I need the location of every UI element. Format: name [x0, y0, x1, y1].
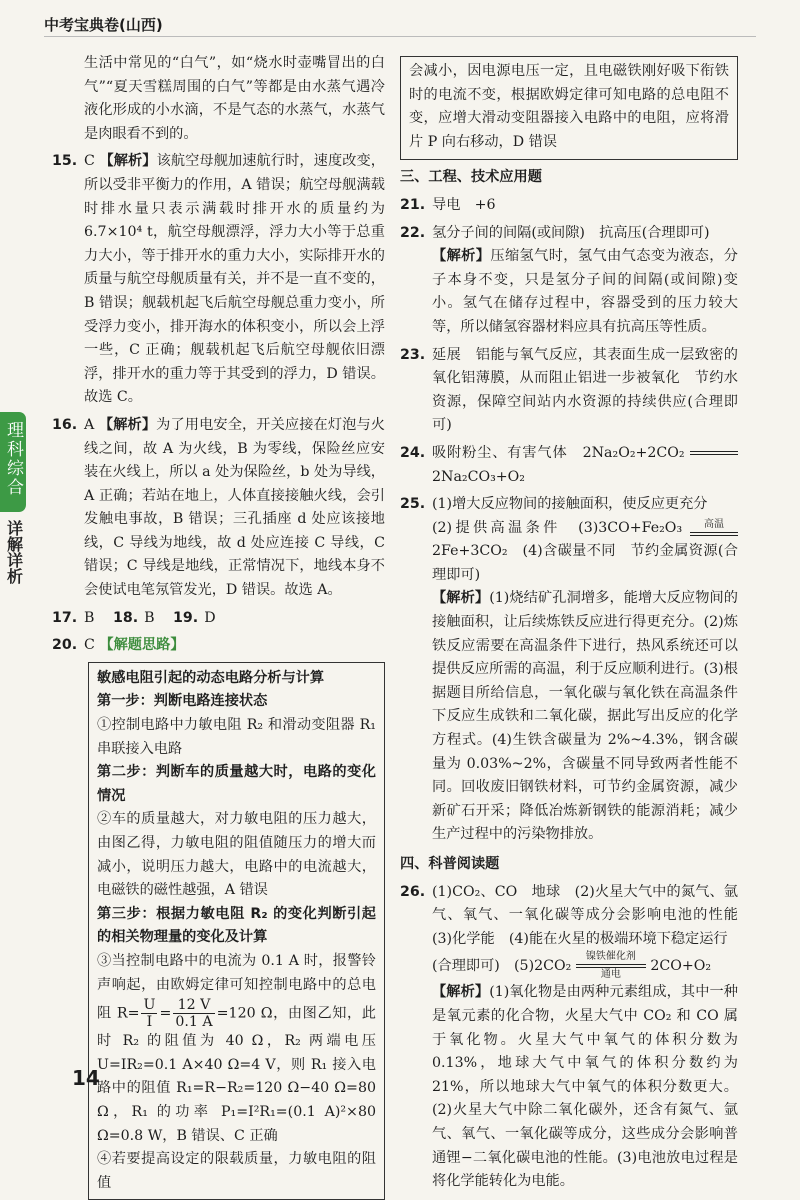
page-header-title: 中考宝典卷(山西): [44, 16, 163, 34]
q22-number: 22.: [400, 224, 426, 241]
question-20: [52, 634, 385, 658]
fraction-12v-over-01a: [173, 997, 214, 1030]
right-column: [400, 52, 753, 1194]
frac1-denominator: I: [146, 1014, 153, 1031]
q16-analysis: 为了用电安全，开关应接在灯泡与火线之间，故 A 为火线，B 为零线，保险丝应安装在火线上，所以 a 处为保险丝，b 处为导线，A 正确；若站在地上，人体直接接触火线，会引发触电事故，B 错误；三孔插座 d 处应该接地线，C 导线为地线，故 d 处应连接 C 导线，C 错误；C 导线是地线，正常情况下，地线本身不会使试电笔氖管发光，D 错误。故选 A。: [84, 416, 385, 599]
q15-number: 15.: [52, 153, 78, 170]
q18-answer: B: [144, 609, 155, 626]
frac2-numerator: 12 V: [173, 997, 214, 1014]
condition-top: 镍铁催化剂: [585, 951, 636, 963]
q25-number: 25.: [400, 496, 426, 513]
q16-analysis-tag: 【解析】: [98, 416, 157, 433]
q20-answer: C: [84, 637, 95, 654]
q20-solution-box: [88, 662, 385, 1200]
question-16: [52, 414, 385, 603]
mode-label: [2, 520, 26, 589]
equals-sign: =: [159, 1005, 172, 1022]
q25-part2-b: 2Fe+3CO₂ (4)含碳量不同 节约金属资源(合理即可): [432, 543, 738, 583]
q20-step3-text: [97, 950, 376, 1148]
subject-tab: [0, 412, 26, 512]
q26-part2-b: 2CO+O₂: [650, 958, 712, 975]
q20-step2-title: 第二步：判断车的质量越大时，电路的变化情况: [97, 764, 376, 804]
q15-answer: C: [84, 153, 95, 170]
question-25: [400, 493, 738, 847]
q20-step3-title: 第三步：根据力敏电阻 R₂ 的变化判断引起的相关物理量的变化及计算: [97, 905, 376, 946]
q15-analysis: 该航空母舰加速航行时，速度改变，所以受非平衡力的作用，A 错误；航空母舰满载时排水量只表示满载时排开水的质量约为 6.7×10⁴ t，航空母舰漂浮，浮力大小等于总重力大小，等于排开水的重力大小，实际排开水的质量与航空母舰质量有关，并不是一直不变的，B 错误；舰载机起飞后航空母舰总重力变小，所受浮力变小，排开海水的体积变小，所以会上浮一些，C 正确；舰载机起飞后航空母舰依旧漂浮，排开水的重力等于其受到的浮力，D 错误。故选 C。: [84, 153, 385, 406]
question-24: [400, 442, 738, 489]
page-number: 14: [72, 1066, 100, 1090]
question-23: [400, 344, 738, 438]
q26-analysis-tag: 【解析】: [432, 984, 490, 1001]
frac1-numerator: U: [143, 997, 156, 1014]
q19-number: 19.: [173, 609, 199, 626]
q23-answer: 延展 铝能与氧气反应，其表面生成一层致密的氧化铝薄膜，从而阻止铝进一步被氧化 节约水资源，保障空间站内水资源的持续供应(合理即可): [432, 346, 738, 434]
q20-step1-title: 第一步：判断电路连接状态: [97, 693, 268, 710]
q26-analysis: (1)氧化物是由两种元素组成，其中一种是氧元素的化合物，火星大气中 CO₂ 和 CO 属于氧化物。火星大气中氧气的体积分数为 0.13%，地球大气中氧气的体积分数约为 21%，所以地球大气中氧气的体积分数更大。(2)火星大气中除二氧化碳外，还含有氮气、氩气、氧气、一氧化碳等成分，这些成分会影响普通锂−二氧化碳电池的性能。(3)电池放电过程是将化学能转化为电能。: [432, 984, 738, 1190]
q20-step3-part-a: ③当控制电路中的电流为 0.1 A 时，报警铃声响起，由欧姆定律可知控制电路中的总电阻 R=: [97, 952, 376, 1022]
q22-answer: 氢分子间的间隔(或间隙) 抗高压(合理即可): [432, 224, 710, 241]
q20-box-continuation: 会减小，因电源电压一定，且电磁铁刚好吸下衔铁时的电流不变，根据欧姆定律可知电路的总电阻不变，应增大滑动变阻器接入电路中的电阻，应将滑片 P 向右移动，D 错误: [400, 56, 738, 160]
q25-part2-a: (2)提供高温条件 (3)3CO+Fe₂O₃: [432, 519, 683, 536]
q17-answer: B: [84, 609, 95, 626]
q21-number: 21.: [400, 196, 426, 213]
q16-answer: A: [84, 416, 95, 433]
question-22: [400, 222, 738, 340]
q24-answer-a: 吸附粉尘、有害气体 2Na₂O₂+2CO₂: [432, 444, 685, 461]
fraction-u-over-i: [141, 997, 157, 1030]
q22-analysis: 压缩氢气时，氢气由气态变为液态，分子本身不变，只是氢分子间的间隔(或间隙)变小。氢气在储存过程中，容器受到的压力较大等，所以储氢容器材料应具有抗高压等性质。: [432, 248, 738, 335]
left-column: [52, 52, 385, 1200]
q25-part1: (1)增大反应物间的接触面积，使反应更充分: [432, 496, 708, 513]
q16-number: 16.: [52, 416, 78, 433]
condition-label: 高温: [704, 518, 724, 530]
q20-step4-text: ④若要提高设定的限载质量，力敏电阻的阻值: [97, 1151, 376, 1191]
condition-bottom: 通电: [600, 969, 621, 981]
frac2-denominator: 0.1 A: [175, 1014, 213, 1031]
q20-box-title: 敏感电阻引起的动态电路分析与计算: [97, 669, 325, 686]
question-21: [400, 194, 738, 218]
q20-thinking-tag: 【解题思路】: [99, 637, 185, 654]
q20-step1-text: ①控制电路中力敏电阻 R₂ 和滑动变阻器 R₁ 串联接入电路: [97, 717, 376, 757]
question-26: [400, 881, 753, 1194]
question-15: [52, 150, 385, 410]
q19-answer: D: [204, 609, 216, 626]
q26-part2: [432, 951, 738, 981]
q25-analysis-tag: 【解析】: [432, 590, 490, 607]
q25-part2: [432, 517, 738, 588]
q20-number: 20.: [52, 637, 78, 654]
equation-condition-high-temp: [690, 519, 738, 537]
subject-label: 理科综合: [3, 421, 23, 497]
equation-condition-catalyst: [576, 951, 646, 981]
q18-number: 18.: [112, 609, 139, 626]
questions-17-19: [52, 607, 385, 631]
header-divider: [44, 36, 756, 37]
equation-equals-sign: [690, 450, 738, 456]
q20-step2-text: ②车的质量越大，对力敏电阻的压力越大，由图乙得，力敏电阻的阻值随压力的增大而减小，说明压力越大，电路中的电流越大，电磁铁的磁性越强，A 错误: [97, 811, 376, 899]
q21-answer: 导电 +6: [432, 196, 496, 213]
intro-paragraph: 生活中常见的“白气”，如“烧水时壶嘴冒出的白气”“夏天雪糕周围的白气”等都是由水蒸气遇冷液化形成的小水滴，不是气态的水蒸气，水蒸气是肉眼看不到的。: [84, 55, 385, 142]
q24-number: 24.: [400, 444, 426, 461]
q23-number: 23.: [400, 346, 426, 363]
section-3-heading: 三、工程、技术应用题: [400, 169, 542, 186]
q24-answer-b: 2Na₂CO₃+O₂: [432, 468, 525, 485]
q26-part2-a: (合理即可) (5)2CO₂: [432, 958, 572, 975]
q26-number: 26.: [400, 883, 426, 900]
mode-text: 详解详析: [4, 520, 24, 584]
q26-part1: (1)CO₂、CO 地球 (2)火星大气中的氮气、氩气、氧气、一氧化碳等成分会影响电池的性能 (3)化学能 (4)能在火星的极端环境下稳定运行: [432, 883, 753, 947]
q17-number: 17.: [52, 609, 78, 626]
q15-analysis-tag: 【解析】: [99, 153, 157, 170]
q22-analysis-tag: 【解析】: [432, 248, 491, 265]
section-4-heading: 四、科普阅读题: [400, 856, 500, 872]
q25-analysis: (1)烧结矿孔洞增多，能增大反应物间的接触面积，让后续炼铁反应进行得更充分。(2)炼铁反应需要在高温条件下进行，热风系统还可以提供反应所需的高温，利于反应顺利进行。(3)根据题目所给信息，一氧化碳与氧化铁在高温条件下反应生成铁和二氧化碳，据此写出反应的化学方程式。(4)生铁含碳量为 2%~4.3%，钢含碳量为 0.03%~2%，含碳量不同导致两者性能不同。回收废旧钢铁材料，可节约金属资源，减少新矿石开采；降低冶炼新钢铁的能源消耗；减少生产过程中的污染物排放。: [432, 590, 738, 843]
q20-step3-part-b: =120 Ω，由图乙知，此时 R₂ 的阻值为 40 Ω，R₂ 两端电压 U=IR₂=0.1 A×40 Ω=4 V，则 R₁ 接入电路中的阻值 R₁=R−R₂=120 Ω−40 Ω=80 Ω，R₁ 的功率 P₁=I²R₁=(0.1 A)²×80 Ω=0.8 W，B 错误、C 正确: [97, 1005, 376, 1144]
